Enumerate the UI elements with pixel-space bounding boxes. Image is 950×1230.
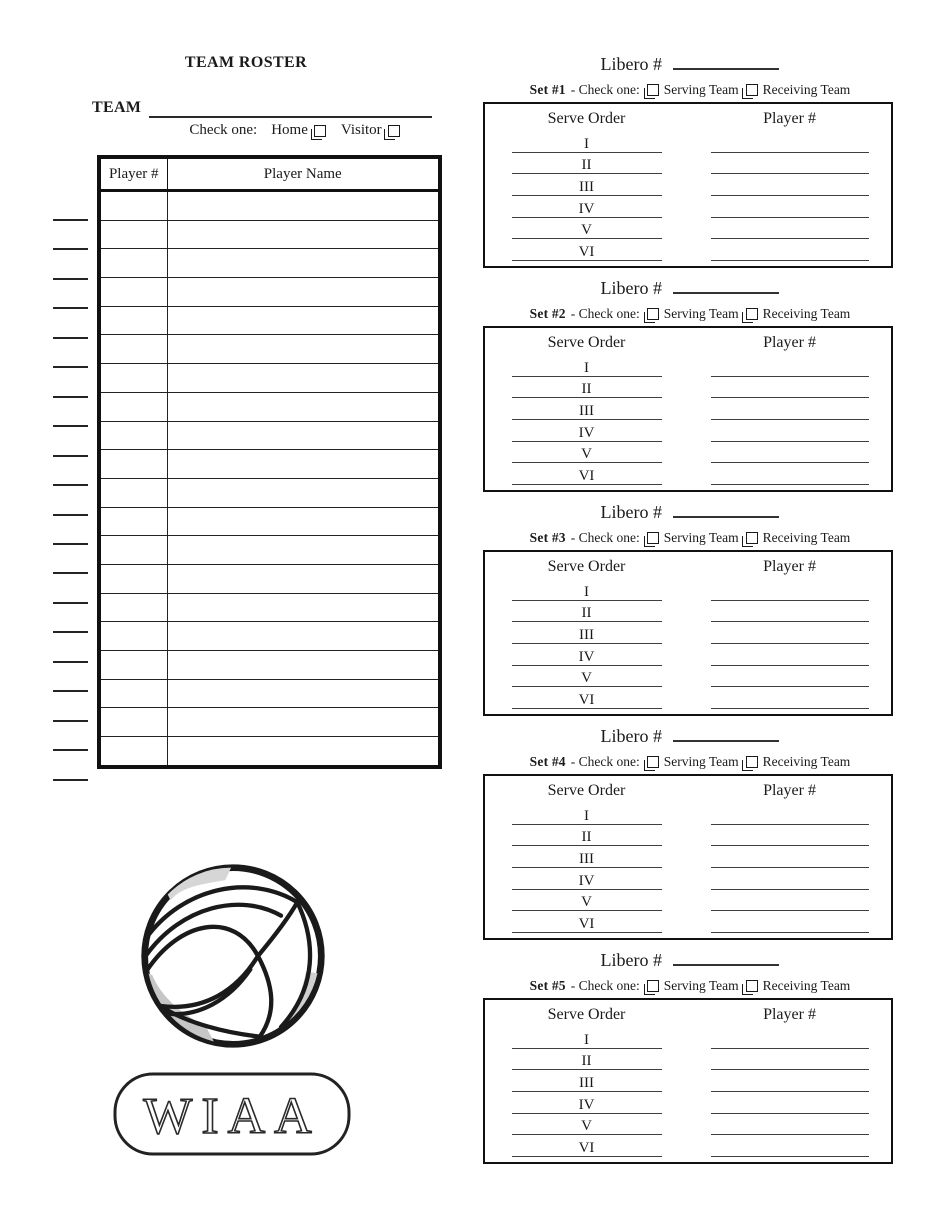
player-name-cell[interactable] — [167, 564, 440, 593]
row-tick — [53, 455, 88, 457]
serve-order-row — [485, 1135, 891, 1157]
serve-order-row — [485, 131, 891, 153]
player-number-field[interactable] — [711, 916, 869, 933]
player-number-header: Player # — [763, 782, 816, 799]
set-check-one-label: - Check one: — [570, 82, 640, 97]
serve-order-rows — [485, 355, 891, 485]
row-tick — [53, 602, 88, 604]
player-number-field[interactable] — [711, 605, 869, 622]
serve-order-header: Serve Order — [547, 558, 626, 575]
serve-order-slot[interactable]: I — [512, 808, 662, 825]
set-label: Set #4 — [529, 754, 566, 769]
set-check-line — [470, 974, 910, 998]
serve-order-slot[interactable]: I — [512, 136, 662, 153]
libero-label: Libero # — [600, 950, 662, 970]
serve-order-rows — [485, 131, 891, 261]
receiving-team-label: Receiving Team — [762, 82, 851, 97]
table-row — [99, 421, 440, 450]
serve-order-row — [485, 579, 891, 601]
libero-heading — [470, 52, 910, 78]
serve-order-row — [485, 153, 891, 175]
serve-order-row — [485, 666, 891, 688]
serve-order-row — [485, 687, 891, 709]
serve-order-slot[interactable]: II — [512, 1053, 662, 1070]
player-name-cell[interactable] — [167, 278, 440, 307]
table-row — [99, 679, 440, 708]
player-number-cell[interactable] — [99, 507, 167, 536]
libero-label: Libero # — [600, 502, 662, 522]
set-label: Set #3 — [529, 530, 566, 545]
serve-order-row — [485, 622, 891, 644]
serve-order-slot[interactable]: II — [512, 829, 662, 846]
player-name-cell[interactable] — [167, 536, 440, 565]
serve-order-slot[interactable]: II — [512, 157, 662, 174]
player-name-cell[interactable] — [167, 679, 440, 708]
serve-order-slot[interactable]: VI — [512, 1140, 662, 1157]
serve-order-slot[interactable]: V — [512, 222, 662, 239]
player-number-cell[interactable] — [99, 737, 167, 767]
serve-order-slot[interactable]: III — [512, 179, 662, 196]
libero-number-field[interactable] — [673, 501, 779, 518]
player-name-cell[interactable] — [167, 335, 440, 364]
table-row — [99, 364, 440, 393]
player-number-field[interactable] — [711, 1075, 869, 1092]
serving-team-checkbox-icon[interactable] — [647, 756, 659, 768]
player-name-cell[interactable] — [167, 737, 440, 767]
row-tick-marks — [53, 219, 88, 819]
player-number-cell[interactable] — [99, 564, 167, 593]
player-number-field[interactable] — [711, 1140, 869, 1157]
serve-order-header: Serve Order — [547, 110, 626, 127]
serve-order-header: Serve Order — [547, 334, 626, 351]
set-check-one-label: - Check one: — [570, 530, 640, 545]
roster-table-body — [99, 191, 440, 767]
row-tick — [53, 690, 88, 692]
player-name-cell[interactable] — [167, 708, 440, 737]
serve-order-slot[interactable]: IV — [512, 425, 662, 442]
player-number-header: Player # — [763, 334, 816, 351]
receiving-team-checkbox-icon[interactable] — [746, 980, 758, 992]
row-tick — [53, 219, 88, 221]
table-row — [99, 306, 440, 335]
table-row — [99, 708, 440, 737]
serve-order-row — [485, 196, 891, 218]
serve-order-row — [485, 644, 891, 666]
serve-order-slot[interactable]: VI — [512, 916, 662, 933]
serve-order-slot[interactable]: VI — [512, 692, 662, 709]
player-number-header: Player # — [763, 1006, 816, 1023]
row-tick — [53, 248, 88, 250]
libero-label: Libero # — [600, 278, 662, 298]
row-tick — [53, 661, 88, 663]
row-tick — [53, 572, 88, 574]
player-number-field[interactable] — [711, 829, 869, 846]
set-check-one-label: - Check one: — [570, 306, 640, 321]
player-number-field[interactable] — [711, 468, 869, 485]
serve-order-header: Serve Order — [547, 1006, 626, 1023]
player-number-cell[interactable] — [99, 364, 167, 393]
table-row — [99, 278, 440, 307]
player-number-field[interactable] — [711, 1118, 869, 1135]
player-number-field[interactable] — [711, 179, 869, 196]
serve-order-box — [483, 550, 893, 716]
set-check-line — [470, 302, 910, 326]
visitor-checkbox-icon[interactable] — [388, 125, 400, 137]
serve-order-slot[interactable]: I — [512, 1032, 662, 1049]
player-number-field[interactable] — [711, 244, 869, 261]
player-name-cell[interactable] — [167, 593, 440, 622]
roster-header-row — [99, 157, 440, 191]
player-number-cell[interactable] — [99, 191, 167, 221]
serve-order-row — [485, 355, 891, 377]
player-number-cell[interactable] — [99, 708, 167, 737]
home-checkbox-icon[interactable] — [314, 125, 326, 137]
serve-order-slot[interactable]: III — [512, 1075, 662, 1092]
serve-order-rows — [485, 579, 891, 709]
row-tick — [53, 484, 88, 486]
serving-team-label: Serving Team — [663, 530, 739, 545]
serve-order-slot[interactable]: I — [512, 584, 662, 601]
roster-table — [97, 155, 442, 769]
player-number-cell[interactable] — [99, 278, 167, 307]
player-number-field[interactable] — [711, 381, 869, 398]
player-name-cell[interactable] — [167, 249, 440, 278]
table-row — [99, 651, 440, 680]
serve-order-slot[interactable]: III — [512, 627, 662, 644]
serve-order-slot[interactable]: IV — [512, 1097, 662, 1114]
player-number-field[interactable] — [711, 222, 869, 239]
serve-order-box — [483, 102, 893, 268]
serve-order-row — [485, 420, 891, 442]
row-tick — [53, 278, 88, 280]
serve-order-row — [485, 442, 891, 464]
set-check-line — [470, 526, 910, 550]
home-label: Home — [271, 122, 308, 138]
serve-order-row — [485, 911, 891, 933]
table-row — [99, 335, 440, 364]
serve-order-box — [483, 774, 893, 940]
player-number-field[interactable] — [711, 627, 869, 644]
set-block — [470, 724, 910, 948]
set-block — [470, 948, 910, 1172]
serving-team-label: Serving Team — [663, 754, 739, 769]
player-number-field[interactable] — [711, 157, 869, 174]
set-block — [470, 52, 910, 276]
row-tick — [53, 749, 88, 751]
serving-team-label: Serving Team — [663, 978, 739, 993]
serve-order-row — [485, 1114, 891, 1136]
player-name-cell[interactable] — [167, 622, 440, 651]
set-check-line — [470, 750, 910, 774]
serve-order-row — [485, 398, 891, 420]
roster-table-container — [97, 155, 442, 769]
serve-order-slot[interactable]: III — [512, 403, 662, 420]
player-number-field[interactable] — [711, 851, 869, 868]
player-number-field[interactable] — [711, 808, 869, 825]
row-tick — [53, 720, 88, 722]
libero-number-field[interactable] — [673, 725, 779, 742]
volleyball-icon — [137, 860, 329, 1052]
table-row — [99, 392, 440, 421]
player-number-header: Player # — [763, 110, 816, 127]
serve-order-header: Serve Order — [547, 782, 626, 799]
table-row — [99, 191, 440, 221]
player-number-field[interactable] — [711, 360, 869, 377]
serving-team-checkbox-icon[interactable] — [647, 980, 659, 992]
player-number-field[interactable] — [711, 446, 869, 463]
player-number-field[interactable] — [711, 136, 869, 153]
player-number-cell[interactable] — [99, 335, 167, 364]
table-row — [99, 593, 440, 622]
serve-order-row — [485, 1027, 891, 1049]
receiving-team-label: Receiving Team — [762, 530, 851, 545]
serve-order-slot[interactable]: I — [512, 360, 662, 377]
player-name-cell[interactable] — [167, 651, 440, 680]
player-number-cell[interactable] — [99, 392, 167, 421]
row-tick — [53, 396, 88, 398]
player-number-field[interactable] — [711, 649, 869, 666]
player-number-field[interactable] — [711, 873, 869, 890]
wiaa-logo-text: WIAA — [143, 1088, 321, 1145]
team-label: TEAM — [92, 99, 142, 116]
row-tick — [53, 631, 88, 633]
player-number-cell[interactable] — [99, 421, 167, 450]
row-tick — [53, 543, 88, 545]
player-number-field[interactable] — [711, 894, 869, 911]
libero-number-field[interactable] — [673, 949, 779, 966]
serve-order-row — [485, 868, 891, 890]
serve-order-row — [485, 601, 891, 623]
serve-order-slot[interactable]: V — [512, 446, 662, 463]
libero-label: Libero # — [600, 54, 662, 74]
row-tick — [53, 337, 88, 339]
player-number-cell[interactable] — [99, 536, 167, 565]
set-label: Set #2 — [529, 306, 566, 321]
table-row — [99, 478, 440, 507]
table-row — [99, 622, 440, 651]
player-name-cell[interactable] — [167, 392, 440, 421]
player-name-cell[interactable] — [167, 507, 440, 536]
player-name-cell[interactable] — [167, 191, 440, 221]
serve-order-slot[interactable]: V — [512, 1118, 662, 1135]
set-label: Set #5 — [529, 978, 566, 993]
table-row — [99, 220, 440, 249]
row-tick — [53, 779, 88, 781]
serve-order-slot[interactable]: V — [512, 894, 662, 911]
row-tick — [53, 307, 88, 309]
serve-order-row — [485, 239, 891, 261]
player-name-cell[interactable] — [167, 220, 440, 249]
serving-team-checkbox-icon[interactable] — [647, 532, 659, 544]
visitor-label: Visitor — [340, 122, 382, 138]
serve-order-row — [485, 846, 891, 868]
serving-team-label: Serving Team — [663, 82, 739, 97]
serve-order-row — [485, 1049, 891, 1071]
table-row — [99, 450, 440, 479]
receiving-team-label: Receiving Team — [762, 754, 851, 769]
set-check-one-label: - Check one: — [570, 754, 640, 769]
serve-order-slot[interactable]: IV — [512, 649, 662, 666]
player-number-cell[interactable] — [99, 651, 167, 680]
serve-order-slot[interactable]: II — [512, 605, 662, 622]
player-number-header: Player # — [763, 558, 816, 575]
serve-order-slot[interactable]: IV — [512, 201, 662, 218]
player-number-cell[interactable] — [99, 450, 167, 479]
row-tick — [53, 366, 88, 368]
serve-order-box — [483, 326, 893, 492]
serving-team-checkbox-icon[interactable] — [647, 84, 659, 96]
player-name-cell[interactable] — [167, 478, 440, 507]
receiving-team-label: Receiving Team — [762, 306, 851, 321]
set-check-one-label: - Check one: — [570, 978, 640, 993]
serve-order-row — [485, 377, 891, 399]
player-number-cell[interactable] — [99, 249, 167, 278]
wiaa-logo — [113, 1072, 351, 1156]
home-visitor-check-line — [150, 122, 440, 139]
set-label: Set #1 — [529, 82, 566, 97]
player-number-column-header: Player # — [99, 157, 167, 191]
player-number-field[interactable] — [711, 1053, 869, 1070]
libero-heading — [470, 276, 910, 302]
libero-heading — [470, 500, 910, 526]
player-number-cell[interactable] — [99, 478, 167, 507]
player-number-field[interactable] — [711, 670, 869, 687]
team-name-field[interactable] — [149, 98, 432, 118]
set-blocks — [470, 52, 910, 1172]
player-number-cell[interactable] — [99, 593, 167, 622]
serve-order-slot[interactable]: VI — [512, 468, 662, 485]
receiving-team-checkbox-icon[interactable] — [746, 532, 758, 544]
set-block — [470, 500, 910, 724]
serve-order-row — [485, 1092, 891, 1114]
serve-order-rows — [485, 1027, 891, 1157]
player-name-cell[interactable] — [167, 364, 440, 393]
libero-number-field[interactable] — [673, 277, 779, 294]
serve-order-row — [485, 1070, 891, 1092]
player-number-field[interactable] — [711, 1032, 869, 1049]
team-name-line — [92, 98, 432, 118]
serve-order-rows — [485, 803, 891, 933]
serve-order-slot[interactable]: II — [512, 381, 662, 398]
serve-order-row — [485, 803, 891, 825]
page-title: TEAM ROSTER — [184, 54, 308, 71]
table-row — [99, 536, 440, 565]
libero-label: Libero # — [600, 726, 662, 746]
player-name-column-header: Player Name — [167, 157, 440, 191]
receiving-team-checkbox-icon[interactable] — [746, 84, 758, 96]
serve-order-row — [485, 218, 891, 240]
serve-order-slot[interactable]: IV — [512, 873, 662, 890]
receiving-team-checkbox-icon[interactable] — [746, 308, 758, 320]
table-row — [99, 249, 440, 278]
player-number-cell[interactable] — [99, 220, 167, 249]
player-number-field[interactable] — [711, 1097, 869, 1114]
check-one-label: Check one: — [189, 122, 258, 138]
serve-order-row — [485, 174, 891, 196]
player-number-field[interactable] — [711, 201, 869, 218]
set-check-line — [470, 78, 910, 102]
serve-order-row — [485, 463, 891, 485]
player-number-field[interactable] — [711, 692, 869, 709]
table-row — [99, 737, 440, 767]
player-name-cell[interactable] — [167, 306, 440, 335]
player-number-cell[interactable] — [99, 679, 167, 708]
serving-team-checkbox-icon[interactable] — [647, 308, 659, 320]
player-number-field[interactable] — [711, 403, 869, 420]
libero-heading — [470, 724, 910, 750]
player-number-field[interactable] — [711, 425, 869, 442]
libero-number-field[interactable] — [673, 53, 779, 70]
player-number-field[interactable] — [711, 584, 869, 601]
row-tick — [53, 425, 88, 427]
serve-order-slot[interactable]: V — [512, 670, 662, 687]
serve-order-slot[interactable]: III — [512, 851, 662, 868]
serve-order-row — [485, 890, 891, 912]
row-tick — [53, 514, 88, 516]
player-name-cell[interactable] — [167, 421, 440, 450]
table-row — [99, 507, 440, 536]
player-number-cell[interactable] — [99, 622, 167, 651]
player-number-cell[interactable] — [99, 306, 167, 335]
serve-order-box — [483, 998, 893, 1164]
libero-heading — [470, 948, 910, 974]
serve-order-slot[interactable]: VI — [512, 244, 662, 261]
serving-team-label: Serving Team — [663, 306, 739, 321]
receiving-team-label: Receiving Team — [762, 978, 851, 993]
player-name-cell[interactable] — [167, 450, 440, 479]
set-block — [470, 276, 910, 500]
serve-order-row — [485, 825, 891, 847]
receiving-team-checkbox-icon[interactable] — [746, 756, 758, 768]
table-row — [99, 564, 440, 593]
